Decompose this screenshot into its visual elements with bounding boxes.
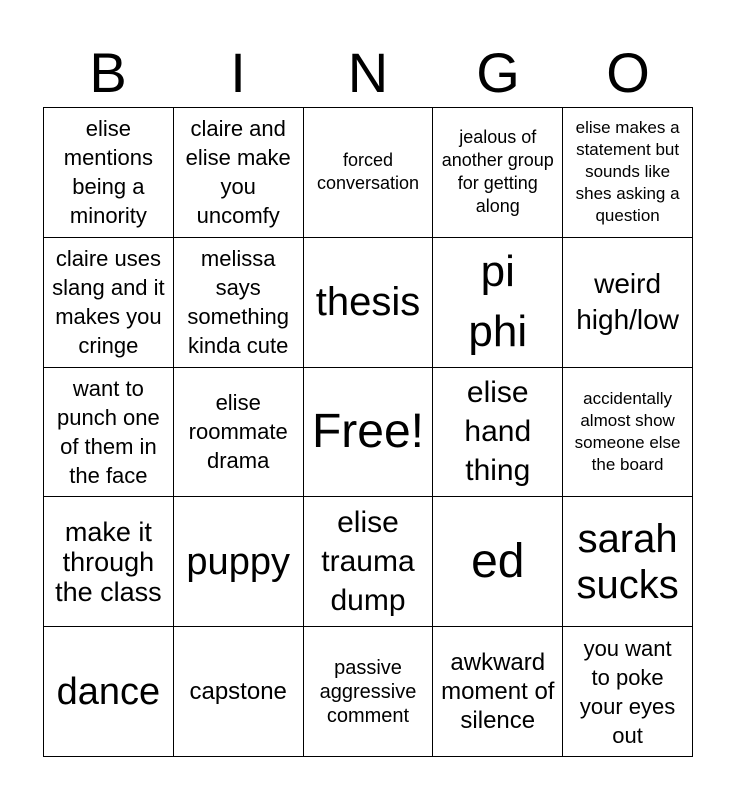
header-letter-o: O bbox=[606, 41, 650, 104]
cell-text: puppy bbox=[186, 540, 290, 583]
bingo-cell[interactable] bbox=[304, 238, 434, 368]
bingo-cell[interactable] bbox=[44, 108, 174, 238]
bingo-cell[interactable] bbox=[44, 627, 174, 757]
bingo-cell[interactable] bbox=[433, 497, 563, 627]
cell-text: capstone bbox=[189, 678, 287, 706]
bingo-cell[interactable] bbox=[563, 238, 693, 368]
bingo-cell[interactable] bbox=[174, 627, 304, 757]
cell-text: ed bbox=[471, 534, 525, 588]
cell-text: want to punch one of them in the face bbox=[57, 375, 160, 488]
bingo-cell[interactable] bbox=[174, 108, 304, 238]
cell-text: elise roommate drama bbox=[188, 390, 288, 474]
header-letter-g: G bbox=[476, 41, 520, 104]
bingo-cell[interactable] bbox=[44, 238, 174, 368]
cell-text: awkward moment of silence bbox=[441, 649, 555, 735]
cell-text: pi phi bbox=[468, 247, 528, 357]
cell-text: dance bbox=[56, 670, 161, 713]
bingo-cell[interactable] bbox=[563, 497, 693, 627]
cell-text: elise hand thing bbox=[464, 376, 532, 488]
bingo-cell[interactable] bbox=[433, 368, 563, 498]
bingo-header bbox=[43, 42, 693, 104]
cell-text: claire and elise make you uncomfy bbox=[185, 116, 291, 229]
bingo-cell[interactable] bbox=[563, 108, 693, 238]
cell-text: weird high/low bbox=[576, 268, 679, 336]
cell-text: claire uses slang and it makes you cringe bbox=[52, 246, 165, 359]
header-letter-i: I bbox=[230, 41, 246, 104]
bingo-cell[interactable] bbox=[174, 238, 304, 368]
bingo-cell[interactable] bbox=[433, 627, 563, 757]
cell-text: forced conversation bbox=[316, 150, 420, 194]
bingo-cell[interactable] bbox=[433, 108, 563, 238]
bingo-cell[interactable] bbox=[563, 368, 693, 498]
bingo-cell[interactable] bbox=[44, 368, 174, 498]
bingo-cell[interactable] bbox=[304, 627, 434, 757]
bingo-cell[interactable] bbox=[44, 497, 174, 627]
bingo-cell[interactable] bbox=[304, 497, 434, 627]
cell-text: melissa says something kinda cute bbox=[187, 246, 289, 359]
cell-text: jealous of another group for getting along bbox=[441, 127, 554, 217]
cell-text: accidentally almost show someone else the board bbox=[574, 388, 681, 474]
bingo-board bbox=[43, 107, 693, 757]
cell-text: thesis bbox=[315, 280, 421, 325]
bingo-cell[interactable] bbox=[174, 368, 304, 498]
cell-text: elise mentions being a minority bbox=[63, 116, 154, 229]
header-letter-b: B bbox=[89, 41, 127, 104]
cell-text: you want to poke your eyes out bbox=[579, 635, 676, 748]
cell-text: Free! bbox=[311, 404, 424, 458]
cell-text: elise trauma dump bbox=[321, 506, 415, 618]
cell-text: elise makes a statement but sounds like shes asking a question bbox=[575, 118, 680, 226]
header-letter-n: N bbox=[347, 41, 389, 104]
cell-text: passive aggressive comment bbox=[319, 656, 417, 727]
bingo-cell[interactable] bbox=[563, 627, 693, 757]
cell-text: sarah sucks bbox=[576, 516, 679, 607]
bingo-cell[interactable] bbox=[174, 497, 304, 627]
cell-text: make it through the class bbox=[55, 516, 162, 607]
bingo-cell[interactable] bbox=[433, 238, 563, 368]
bingo-cell[interactable] bbox=[304, 368, 434, 498]
bingo-cell[interactable] bbox=[304, 108, 434, 238]
